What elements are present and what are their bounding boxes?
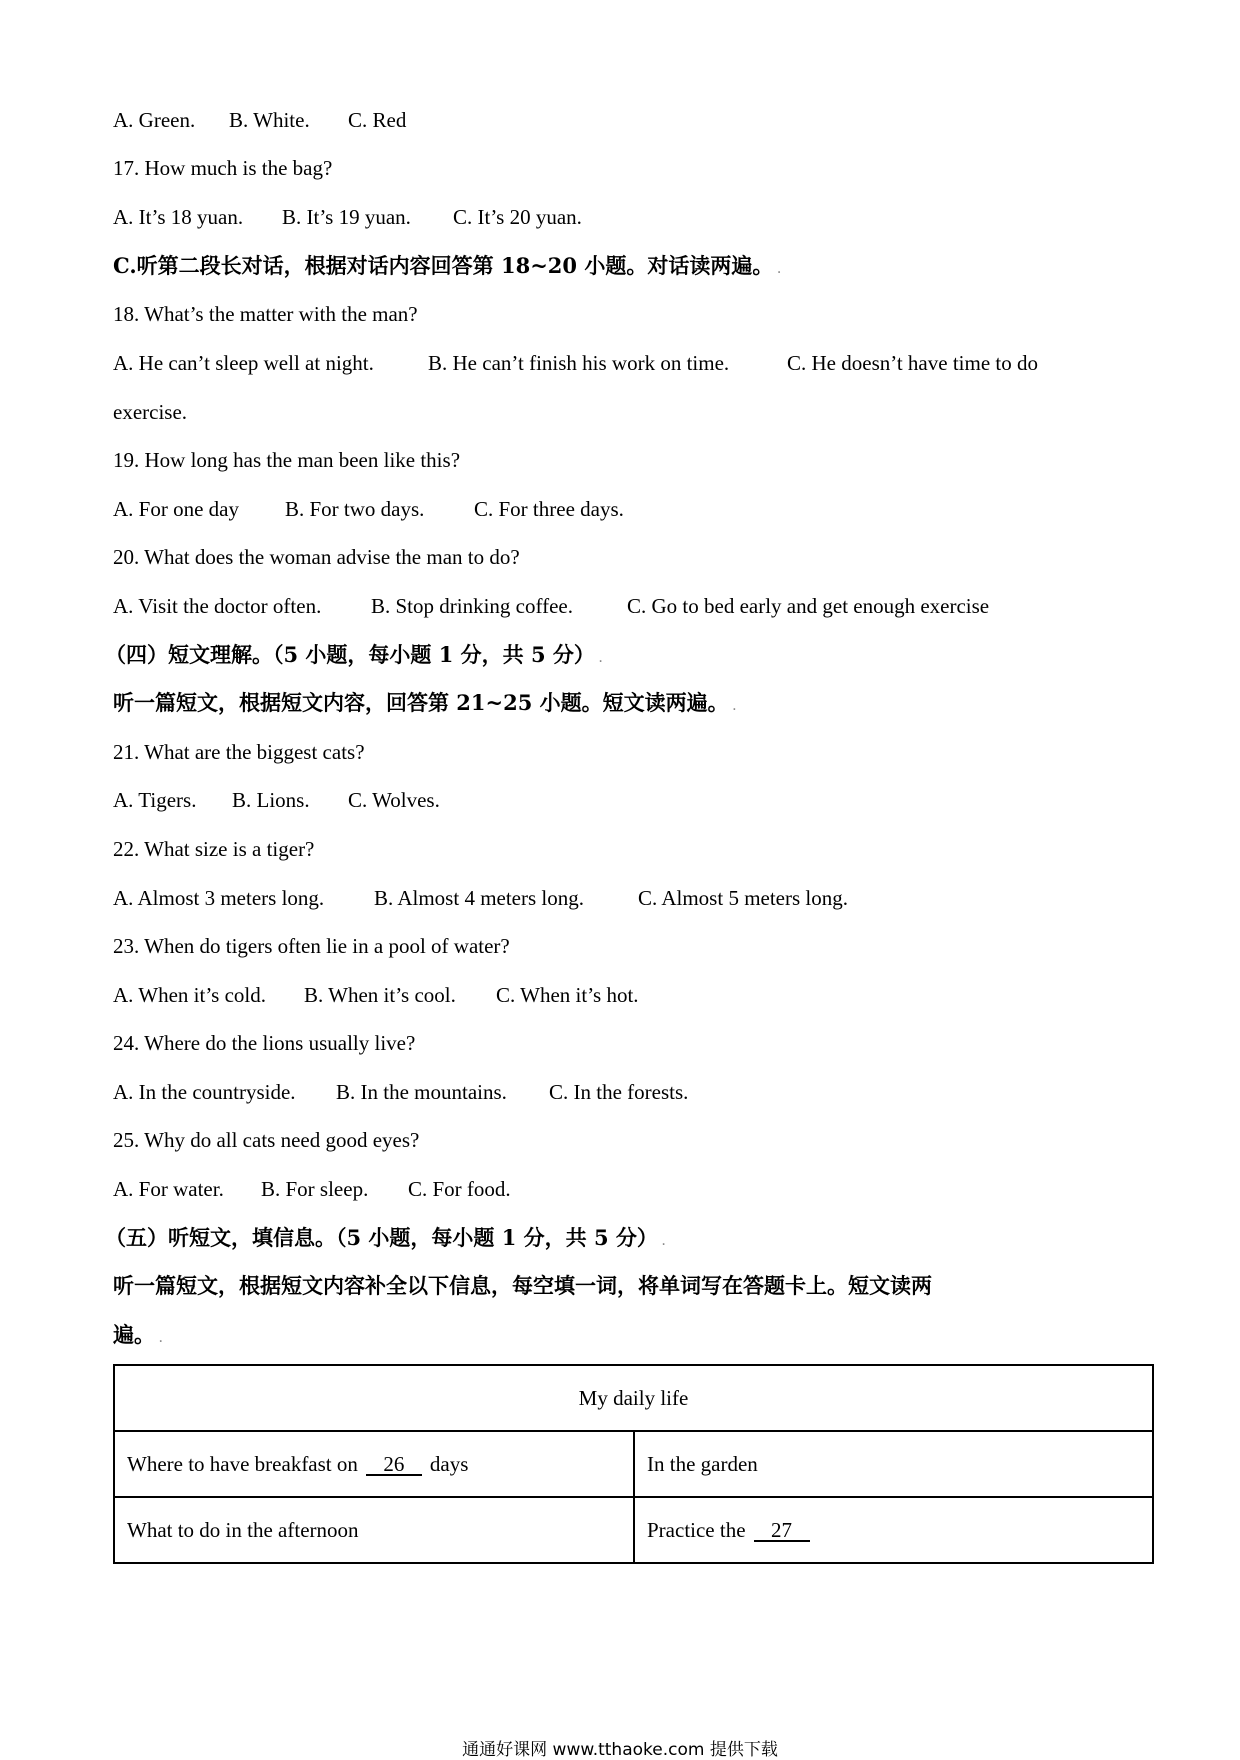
q23-question: 23. When do tigers often lie in a pool of water? — [113, 934, 510, 958]
table-cell-label: What to do in the afternoon — [114, 1497, 634, 1563]
q19-options — [113, 495, 624, 523]
q21-option-c: C. Wolves. — [348, 788, 440, 812]
section-c-instruction: C.听第二段长对话，根据对话内容回答第 18~20 小题。对话读两遍。 . — [113, 253, 781, 278]
q21-option-b: B. Lions. — [232, 788, 310, 812]
row2-value-before: Practice the — [647, 1517, 746, 1542]
q21-options — [113, 786, 440, 814]
q22-question: 22. What size is a tiger? — [113, 837, 315, 861]
q17-options — [113, 203, 582, 231]
row1-label-after: days — [429, 1451, 469, 1476]
q24-option-a: A. In the countryside. — [113, 1080, 296, 1104]
q18-option-a: A. He can’t sleep well at night. — [113, 351, 374, 375]
q21-question: 21. What are the biggest cats? — [113, 740, 365, 764]
q18-question: 18. What’s the matter with the man? — [113, 302, 418, 326]
q20-options — [113, 592, 989, 620]
q24-question: 24. Where do the lions usually live? — [113, 1031, 416, 1055]
q18-option-c: C. He doesn’t have time to do — [787, 351, 1038, 375]
q23-option-c: C. When it’s hot. — [496, 983, 639, 1007]
q18-options — [113, 349, 1038, 377]
q16-option-b: B. White. — [229, 108, 310, 132]
q16-options — [113, 106, 406, 134]
table-cell-value — [634, 1497, 1153, 1563]
q25-options — [113, 1175, 511, 1203]
part4-heading: （四）短文理解。（5 小题，每小题 1 分，共 5 分） . — [105, 642, 603, 667]
q23-options — [113, 981, 639, 1009]
q17-option-a: A. It’s 18 yuan. — [113, 205, 244, 229]
q24-option-b: B. In the mountains. — [336, 1080, 507, 1104]
q22-option-c: C. Almost 5 meters long. — [638, 886, 848, 910]
q25-option-b: B. For sleep. — [261, 1177, 369, 1201]
q16-option-c: C. Red — [348, 108, 407, 132]
q22-option-a: A. Almost 3 meters long. — [113, 886, 325, 910]
table-title-row — [114, 1365, 1153, 1431]
page-footer: 通通好课网 www.tthaoke.com 提供下载 — [462, 1740, 778, 1760]
part5-instruction-line1: 听一篇短文，根据短文内容补全以下信息，每空填一词，将单词写在答题卡上。短文读两 — [113, 1273, 932, 1298]
q17-question: 17. How much is the bag? — [113, 156, 333, 180]
table-row — [114, 1497, 1153, 1563]
q19-option-c: C. For three days. — [474, 497, 624, 521]
blank-26: 26 — [366, 1454, 422, 1476]
q24-options — [113, 1078, 688, 1106]
q20-option-a: A. Visit the doctor often. — [113, 594, 322, 618]
q16-option-a: A. Green. — [113, 108, 196, 132]
q17-option-c: C. It’s 20 yuan. — [453, 205, 582, 229]
q23-option-a: A. When it’s cold. — [113, 983, 267, 1007]
q19-option-a: A. For one day — [113, 497, 239, 521]
q25-option-c: C. For food. — [408, 1177, 511, 1201]
table-row — [114, 1431, 1153, 1497]
q25-option-a: A. For water. — [113, 1177, 224, 1201]
daily-life-table — [113, 1364, 1154, 1564]
q20-option-b: B. Stop drinking coffee. — [371, 594, 574, 618]
blank-27: 27 — [754, 1520, 810, 1542]
q21-option-a: A. Tigers. — [113, 788, 197, 812]
part5-heading: （五）听短文，填信息。（5 小题，每小题 1 分，共 5 分） . — [105, 1225, 666, 1250]
q17-option-b: B. It’s 19 yuan. — [282, 205, 411, 229]
table-cell-value: In the garden — [634, 1431, 1153, 1497]
q19-question: 19. How long has the man been like this? — [113, 448, 461, 472]
q22-option-b: B. Almost 4 meters long. — [374, 886, 584, 910]
q20-option-c: C. Go to bed early and get enough exercise — [627, 594, 990, 618]
q19-option-b: B. For two days. — [285, 497, 425, 521]
q22-options — [113, 884, 848, 912]
table-cell-label — [114, 1431, 634, 1497]
q25-question: 25. Why do all cats need good eyes? — [113, 1128, 420, 1152]
q23-option-b: B. When it’s cool. — [304, 983, 456, 1007]
q24-option-c: C. In the forests. — [549, 1080, 689, 1104]
part5-instruction-line2: 遍。 . — [113, 1322, 163, 1347]
table-title: My daily life — [114, 1365, 1153, 1431]
q18-option-b: B. He can’t finish his work on time. — [428, 351, 730, 375]
q18-continuation: exercise. — [113, 400, 188, 424]
q20-question: 20. What does the woman advise the man to do? — [113, 545, 520, 569]
row1-label-before: Where to have breakfast on — [127, 1451, 358, 1476]
part4-instruction: 听一篇短文，根据短文内容，回答第 21~25 小题。短文读两遍。 . — [113, 690, 737, 715]
